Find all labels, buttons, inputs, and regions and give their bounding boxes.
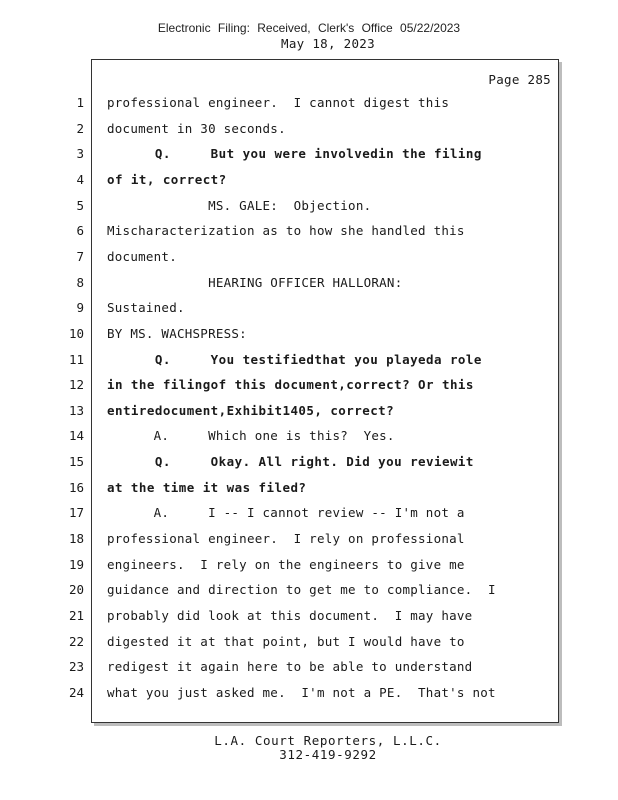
transcript-line — [0, 326, 600, 346]
line-number: 22 — [68, 633, 84, 649]
transcript-line — [0, 172, 600, 192]
line-number: 11 — [68, 351, 84, 367]
line-text: redigest it again here to be able to understand — [107, 659, 473, 675]
line-text: Sustained. — [107, 300, 185, 316]
line-number: 16 — [68, 479, 84, 495]
line-text: in the filingof this document,correct? Or this — [107, 377, 474, 393]
transcript-line — [0, 377, 600, 397]
reporter-phone: 312-419-9292 — [279, 747, 377, 762]
line-text: Q. You testifiedthat you playeda role — [107, 351, 482, 367]
transcript-line — [0, 146, 600, 166]
line-number: 14 — [68, 428, 84, 444]
line-text: BY MS. WACHSPRESS: — [107, 325, 247, 341]
line-number: 17 — [68, 505, 84, 521]
line-text: HEARING OFFICER HALLORAN: — [107, 274, 403, 290]
line-text: professional engineer. I cannot digest this — [107, 95, 450, 110]
line-number: 15 — [68, 454, 84, 470]
transcript-line — [0, 480, 600, 500]
line-number: 21 — [68, 608, 84, 623]
line-number: 3 — [76, 146, 84, 162]
transcript-line — [0, 275, 600, 295]
line-number: 10 — [68, 325, 84, 341]
line-number: 5 — [76, 197, 84, 213]
line-number: 7 — [76, 248, 84, 264]
line-text: entiredocument,Exhibit1405, correct? — [107, 402, 395, 418]
line-number: 1 — [76, 95, 84, 110]
transcript-line — [0, 95, 600, 115]
line-text: what you just asked me. I'm not a PE. That's not — [107, 684, 496, 700]
line-text: Mischaracterization as to how she handled this — [107, 223, 465, 239]
line-number: 6 — [76, 223, 84, 239]
reporter-company: L.A. Court Reporters, L.L.C. — [214, 733, 442, 748]
line-number: 23 — [68, 659, 84, 675]
line-text: MS. GALE: Objection. — [107, 197, 372, 213]
line-text: professional engineer. I rely on professional — [107, 531, 465, 547]
transcript-line — [0, 531, 600, 551]
transcript-line — [0, 505, 600, 525]
transcript-line — [0, 428, 600, 448]
transcript-line — [0, 557, 600, 577]
line-text: document. — [107, 248, 177, 264]
transcript-line — [0, 582, 600, 602]
line-text: engineers. I rely on the engineers to give me — [107, 556, 465, 572]
line-text: document in 30 seconds. — [107, 120, 286, 136]
page-number: Page 285 — [488, 72, 551, 87]
line-number: 9 — [76, 300, 84, 316]
transcript-line — [0, 634, 600, 654]
line-number: 13 — [68, 402, 84, 418]
transcript-date: May 18, 2023 — [281, 36, 375, 51]
line-text: digested it at that point, but I would have to — [107, 633, 465, 649]
line-number: 8 — [76, 274, 84, 290]
transcript-line — [0, 454, 600, 474]
line-number: 12 — [68, 377, 84, 393]
transcript-line — [0, 659, 600, 679]
transcript-line — [0, 300, 600, 320]
transcript-line — [0, 403, 600, 423]
line-text: A. I -- I cannot review -- I'm not a — [107, 505, 465, 521]
line-number: 24 — [68, 684, 84, 700]
line-number: 4 — [76, 171, 84, 187]
filing-stamp: Electronic Filing: Received, Clerk's Office 05/22/2023 — [157, 21, 461, 35]
transcript-line — [0, 352, 600, 372]
line-text: guidance and direction to get me to compliance. I — [107, 582, 496, 598]
transcript-line — [0, 685, 600, 705]
line-number: 20 — [68, 582, 84, 598]
transcript-line — [0, 198, 600, 218]
line-text: at the time it was filed? — [107, 479, 307, 495]
line-text: Q. Okay. All right. Did you reviewit — [107, 454, 474, 470]
line-text: of it, correct? — [107, 171, 227, 187]
line-number: 2 — [76, 120, 84, 136]
line-text: Q. But you were involvedin the filing — [107, 146, 482, 162]
transcript-line — [0, 121, 600, 141]
transcript-line — [0, 223, 600, 243]
line-text: A. Which one is this? Yes. — [107, 428, 395, 444]
line-number: 18 — [68, 531, 84, 547]
line-number: 19 — [68, 556, 84, 572]
transcript-line — [0, 249, 600, 269]
line-text: probably did look at this document. I may have — [107, 608, 473, 623]
transcript-line — [0, 608, 600, 628]
